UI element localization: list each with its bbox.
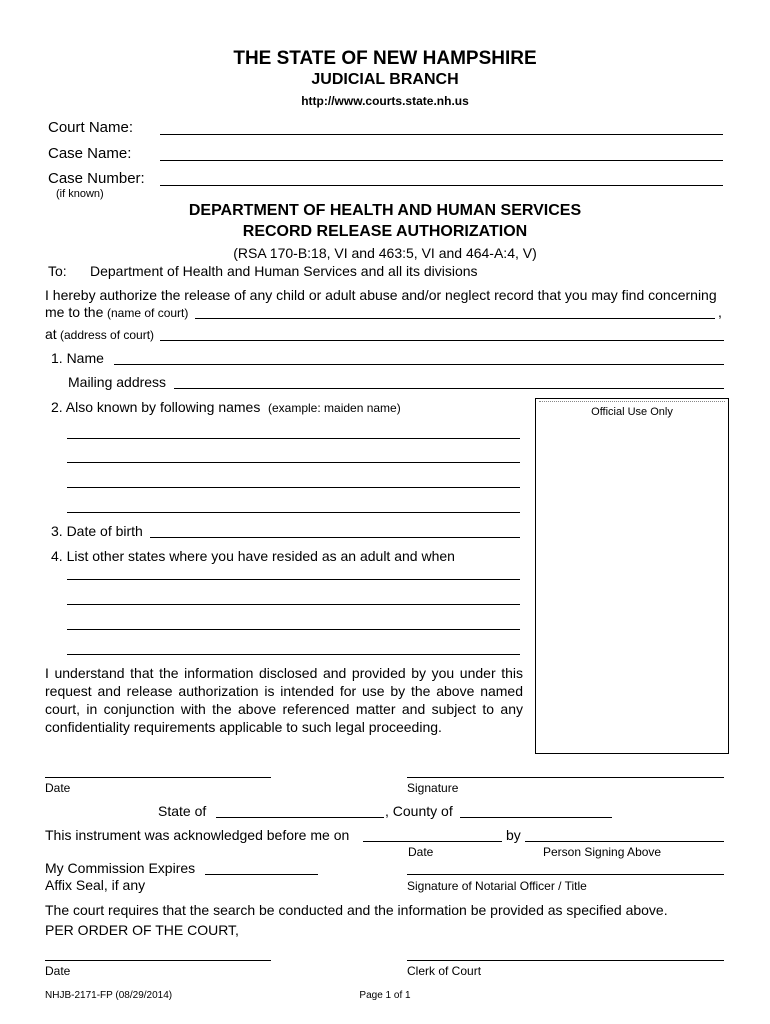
acknowledged-date-field[interactable] <box>363 841 502 842</box>
by-label: by <box>506 827 521 843</box>
county-of-label: , County of <box>385 803 453 819</box>
branch-heading: JUDICIAL BRANCH <box>311 71 459 88</box>
states-field-3[interactable] <box>67 629 520 630</box>
applicant-date-field[interactable] <box>45 777 271 778</box>
form-title: RECORD RELEASE AUTHORIZATION <box>242 223 528 240</box>
court-name-field[interactable] <box>160 134 723 135</box>
official-use-box <box>535 398 729 754</box>
commission-expires-field[interactable] <box>205 874 318 875</box>
understanding-paragraph: I understand that the information disclosed and provided by you under this request and release authorization is intended for use by the above named court, in conjunction with the above referenced matter and subject to any confidentiality requirements applicable to such legal proceeding. <box>45 665 523 735</box>
name-field[interactable] <box>114 364 724 365</box>
clerk-signature-field[interactable] <box>407 960 724 961</box>
case-name-label: Case Name: <box>48 145 132 162</box>
aka-field-1[interactable] <box>67 438 520 439</box>
name-of-court-field[interactable] <box>195 318 715 319</box>
aka-field-2[interactable] <box>67 462 520 463</box>
state-heading: THE STATE OF NEW HAMPSHIRE <box>233 48 537 69</box>
acknowledged-label: This instrument was acknowledged before me on <box>45 827 350 843</box>
acknowledged-date-label: Date <box>408 845 434 859</box>
form-id: NHJB-2171-FP (08/29/2014) <box>45 990 173 1001</box>
states-field-2[interactable] <box>67 604 520 605</box>
applicant-date-label: Date <box>45 781 71 795</box>
court-name-label: Court Name: <box>48 119 134 136</box>
aka-label: 2. Also known by following names <box>51 399 261 415</box>
aka-hint: (example: maiden name) <box>268 401 401 415</box>
states-label: 4. List other states where you have resided as an adult and when <box>51 548 455 564</box>
mailing-address-label: Mailing address <box>68 374 167 390</box>
address-of-court-field[interactable] <box>160 340 724 341</box>
name-of-court-hint: (name of court) <box>107 306 189 320</box>
to-label: To: <box>48 263 67 279</box>
person-signing-field[interactable] <box>525 841 724 842</box>
county-field[interactable] <box>460 817 612 818</box>
per-order-text: PER ORDER OF THE COURT, <box>45 922 239 938</box>
page-number: Page 1 of 1 <box>359 990 411 1001</box>
dob-label: 3. Date of birth <box>51 523 143 539</box>
case-number-field[interactable] <box>160 185 723 186</box>
notarial-signature-label: Signature of Notarial Officer / Title <box>407 879 587 893</box>
aka-field-4[interactable] <box>67 512 520 513</box>
notarial-signature-field[interactable] <box>407 874 724 875</box>
rsa-citation: (RSA 170-B:18, VI and 463:5, VI and 464-A:4, V) <box>233 245 537 261</box>
name-label: 1. Name <box>51 350 104 366</box>
person-signing-label: Person Signing Above <box>543 845 662 859</box>
commission-expires-label: My Commission Expires <box>45 860 196 876</box>
if-known-note: (if known) <box>56 188 104 200</box>
case-name-field[interactable] <box>160 160 723 161</box>
me-to-the-label: me to the <box>45 304 104 320</box>
at-label: at <box>45 326 57 342</box>
aka-field-3[interactable] <box>67 487 520 488</box>
court-requirement-text: The court requires that the search be conducted and the information be provided as specified above. <box>45 902 668 918</box>
dob-field[interactable] <box>150 537 520 538</box>
clerk-date-field[interactable] <box>45 960 271 961</box>
states-field-4[interactable] <box>67 654 520 655</box>
address-of-court-hint: (address of court) <box>60 328 155 342</box>
to-recipient: Department of Health and Human Services and all its divisions <box>90 263 478 279</box>
affix-seal-label: Affix Seal, if any <box>45 877 146 893</box>
authorization-text: I hereby authorize the release of any child or adult abuse and/or neglect record that you may find concerning <box>45 287 717 303</box>
states-field-1[interactable] <box>67 579 520 580</box>
state-of-label: State of <box>158 803 207 819</box>
state-field[interactable] <box>216 817 384 818</box>
department-title: DEPARTMENT OF HEALTH AND HUMAN SERVICES <box>188 202 582 219</box>
applicant-signature-label: Signature <box>407 781 459 795</box>
applicant-signature-field[interactable] <box>407 777 724 778</box>
clerk-date-label: Date <box>45 964 71 978</box>
clerk-of-court-label: Clerk of Court <box>407 964 482 978</box>
mailing-address-field[interactable] <box>174 388 724 389</box>
official-use-label: Official Use Only <box>591 406 673 418</box>
court-website-link[interactable]: http://www.courts.state.nh.us <box>301 94 469 108</box>
comma: , <box>718 304 722 320</box>
case-number-label: Case Number: <box>48 170 145 187</box>
